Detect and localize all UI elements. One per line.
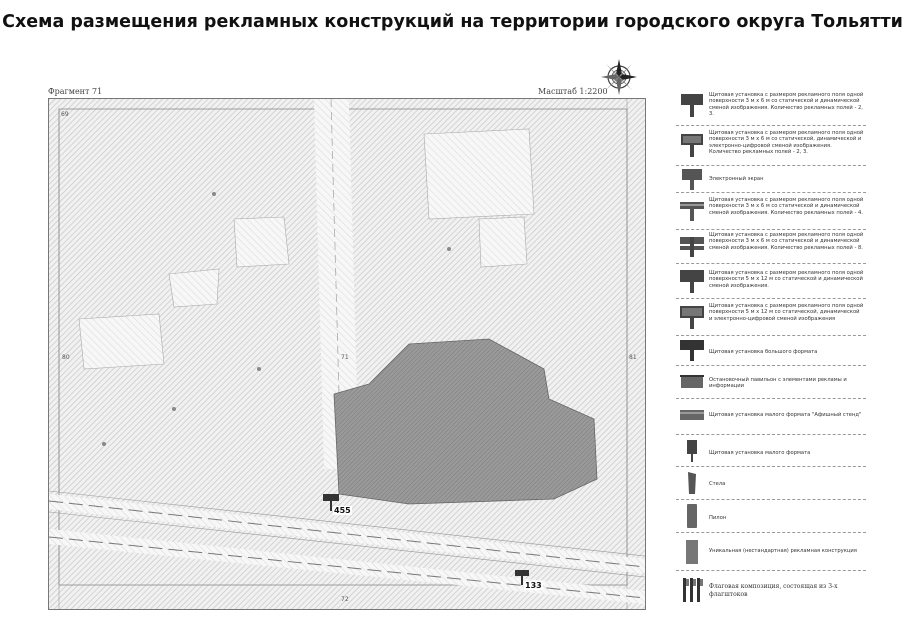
legend-item bbox=[676, 366, 866, 399]
small-format-icon bbox=[680, 404, 704, 430]
legend-item bbox=[676, 336, 866, 366]
legend-text: Щитовая установка с размером рекламного поля одной поверхности 3 м х 6 м со статической и динамической сменой изображения. Количество рекламных полей - 4. bbox=[709, 197, 864, 216]
flag-icon bbox=[680, 577, 704, 603]
grid-label-72: 72 bbox=[341, 596, 349, 603]
legend-text: Щитовая установка малого формата "Афишный стенд" bbox=[709, 412, 862, 418]
big-format-icon bbox=[680, 338, 704, 364]
legend-text: Уникальная (нестандартная) рекламная конструкция bbox=[709, 548, 857, 554]
billboard-large-icon bbox=[680, 268, 704, 294]
small-billboard-icon bbox=[680, 438, 704, 464]
billboard-icon bbox=[680, 92, 704, 118]
legend-item bbox=[676, 193, 866, 230]
billboard-8-icon bbox=[680, 234, 704, 260]
map-fragment[interactable] bbox=[48, 98, 646, 610]
billboard-large-digital-icon bbox=[680, 304, 704, 330]
legend-item bbox=[676, 571, 866, 608]
legend-item bbox=[676, 264, 866, 299]
legend-panel bbox=[676, 88, 866, 608]
legend-text: Электронный экран bbox=[709, 176, 764, 182]
legend-item bbox=[676, 533, 866, 571]
pavilion-icon bbox=[680, 370, 704, 396]
legend-item bbox=[676, 500, 866, 533]
legend-item bbox=[676, 299, 866, 336]
grid-label-71: 71 bbox=[341, 354, 349, 361]
legend-item bbox=[676, 126, 866, 166]
fragment-label: Фрагмент 71 bbox=[48, 87, 103, 96]
legend-text: Щитовая установка большого формата bbox=[709, 349, 818, 355]
legend-text: Щитовая установка с размером рекламного поля одной поверхности 3 м х 6 м со статической и динамической сменой изображения. Количество рекламных полей - 2, 3. bbox=[709, 92, 864, 117]
legend-item bbox=[676, 88, 866, 126]
legend-item bbox=[676, 230, 866, 264]
legend-text: Стела bbox=[709, 481, 726, 487]
billboard-4-icon bbox=[680, 199, 704, 225]
grid-label-69: 69 bbox=[61, 111, 69, 118]
legend-text: Щитовая установка малого формата bbox=[709, 450, 811, 456]
unique-icon bbox=[680, 539, 704, 565]
legend-text: Щитовая установка с размером рекламного поля одной поверхности 5 м х 12 м со статической, динамической и электронно-цифровой сменой изображения bbox=[709, 303, 864, 322]
scale-label: Масштаб 1:2200 bbox=[538, 87, 608, 96]
stela-icon bbox=[680, 470, 704, 496]
electronic-screen-icon bbox=[680, 167, 704, 193]
billboard-digital-icon bbox=[680, 132, 704, 158]
construction-number-455[interactable]: 455 bbox=[334, 506, 351, 515]
map-title: Схема размещения рекламных конструкций на территории городского округа Тольятти bbox=[2, 12, 903, 32]
legend-text: Флаговая композиция, состоящая из 3-х флагштоков bbox=[709, 583, 838, 598]
legend-item bbox=[676, 399, 866, 435]
legend-item bbox=[676, 467, 866, 500]
legend-text: Пилон bbox=[709, 515, 727, 521]
pylon-icon bbox=[680, 503, 704, 529]
legend-item bbox=[676, 435, 866, 467]
grid-label-81: 81 bbox=[629, 354, 637, 361]
legend-text: Щитовая установка с размером рекламного поля одной поверхности 3 м х 6 м со статической и динамической сменой изображения. Количество рекламных полей - 8. bbox=[709, 232, 864, 251]
construction-number-133[interactable]: 133 bbox=[525, 581, 542, 590]
legend-text: Остановочный павильон с элементами рекламы и информации bbox=[709, 377, 847, 390]
grid-label-80: 80 bbox=[62, 354, 70, 361]
legend-text: Щитовая установка с размером рекламного поля одной поверхности 3 м х 6 м со статической, динамической и электронно-цифровой сменой изображения. Количество рекламных полей - 2, 3. bbox=[709, 130, 864, 155]
legend-text: Щитовая установка с размером рекламного поля одной поверхности 5 м х 12 м со статической и динамической сменой изображения. bbox=[709, 270, 864, 289]
legend-item bbox=[676, 166, 866, 193]
